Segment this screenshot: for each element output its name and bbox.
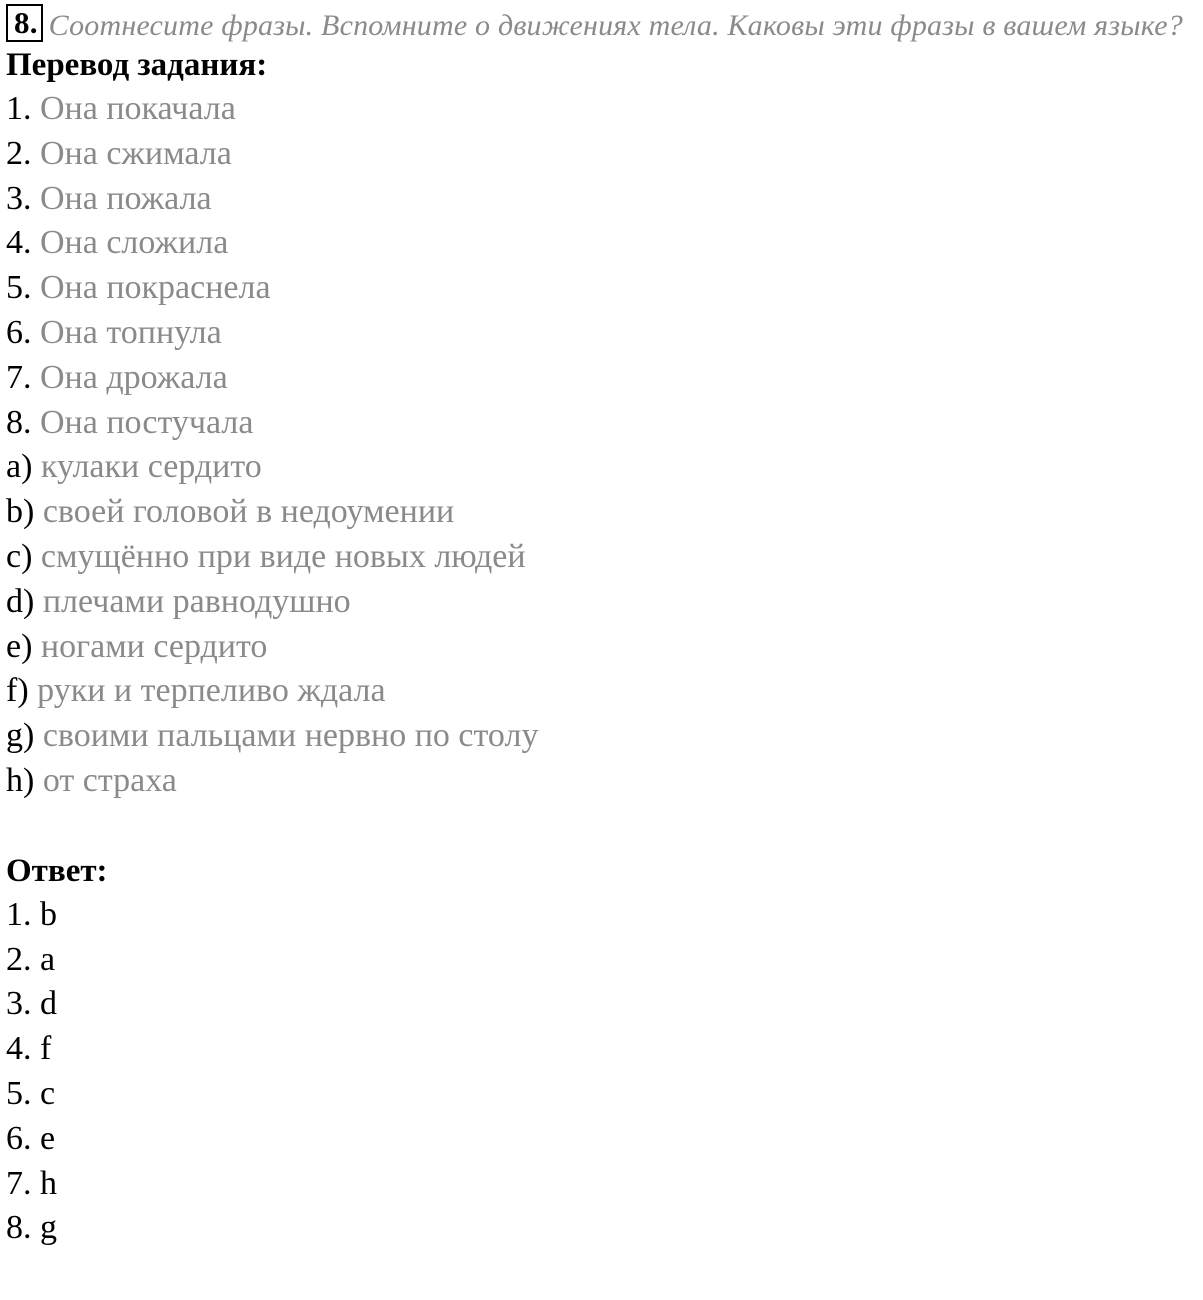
answer-letter: c [40, 1074, 56, 1112]
item-text: кулаки сердито [40, 448, 262, 486]
section-spacer [6, 804, 1201, 849]
item-text: Она покачала [40, 90, 236, 127]
answer-letter: h [40, 1164, 57, 1202]
answer-number: 3. [6, 985, 32, 1023]
item-marker: f) [6, 672, 29, 710]
list-item [6, 177, 1201, 222]
answer-item [6, 1072, 1201, 1117]
list-item [6, 580, 1201, 625]
phrase-list [6, 87, 1201, 445]
item-text: Она сжимала [40, 134, 232, 172]
item-marker: 5. [6, 269, 32, 307]
item-marker: 6. [6, 313, 32, 351]
answer-item [6, 1117, 1201, 1162]
list-item [6, 714, 1201, 759]
item-marker: d) [6, 582, 35, 620]
list-item [6, 221, 1201, 266]
answer-letter: g [40, 1209, 57, 1247]
item-marker: 7. [6, 358, 32, 396]
answer-letter: a [40, 940, 56, 978]
answer-number: 4. [6, 1030, 32, 1068]
item-marker: 2. [6, 134, 32, 172]
answer-number: 1. [6, 895, 32, 933]
list-item [6, 669, 1201, 714]
answer-letter: e [40, 1119, 56, 1157]
answer-number: 2. [6, 940, 32, 978]
answer-number: 6. [6, 1119, 32, 1157]
answer-item [6, 1206, 1201, 1251]
list-item [6, 759, 1201, 804]
item-text: руки и терпеливо ждала [37, 672, 386, 710]
item-marker: 8. [6, 403, 32, 441]
list-item [6, 132, 1201, 177]
item-text: Она дрожала [40, 358, 228, 396]
answer-letter: d [40, 985, 57, 1023]
item-text: своими пальцами нервно по столу [42, 717, 539, 755]
task-instruction: Соотнесите фразы. Вспомните о движениях тела. Каковы эти фразы в вашем языке? [48, 9, 1183, 42]
item-text: Она топнула [40, 313, 222, 351]
answer-title: Ответ: [6, 852, 108, 889]
answer-letter: b [40, 895, 57, 933]
item-marker: e) [6, 627, 33, 665]
answer-list [6, 893, 1201, 1251]
answer-number: 7. [6, 1164, 32, 1202]
list-item [6, 490, 1201, 535]
answer-number: 5. [6, 1074, 32, 1112]
item-marker: c) [6, 537, 33, 575]
item-text: ногами сердито [40, 627, 268, 665]
item-text: своей головой в недоумении [42, 493, 455, 531]
item-text: от страха [42, 761, 177, 799]
list-item [6, 311, 1201, 356]
item-marker: 4. [6, 224, 32, 262]
document-page [6, 4, 1201, 1251]
list-item [6, 401, 1201, 446]
answer-item [6, 1162, 1201, 1207]
list-item [6, 535, 1201, 580]
item-marker: 1. [6, 90, 32, 127]
item-text: Она пожала [40, 179, 212, 217]
task-number-box: 8. [6, 4, 43, 42]
item-text: Она сложила [40, 224, 229, 262]
list-item [6, 445, 1201, 490]
item-text: смущённо при виде новых людей [40, 537, 526, 575]
list-item [6, 266, 1201, 311]
list-item [6, 625, 1201, 670]
item-text: Она постучала [40, 403, 254, 441]
answer-item [6, 893, 1201, 938]
answer-item [6, 982, 1201, 1027]
answer-number: 8. [6, 1209, 32, 1247]
item-marker: 3. [6, 179, 32, 217]
item-text: Она покраснела [40, 269, 271, 307]
task-header [6, 4, 1201, 47]
answer-item [6, 1027, 1201, 1072]
ending-list [6, 445, 1201, 803]
answer-letter: f [40, 1030, 52, 1068]
item-marker: h) [6, 761, 35, 799]
item-text: плечами равнодушно [42, 582, 351, 620]
translation-title: Перевод задания: [6, 47, 268, 83]
list-item [6, 87, 1201, 132]
item-marker: b) [6, 493, 35, 531]
item-marker: g) [6, 717, 35, 755]
item-marker: a) [6, 448, 33, 486]
list-item [6, 356, 1201, 401]
answer-item [6, 938, 1201, 983]
